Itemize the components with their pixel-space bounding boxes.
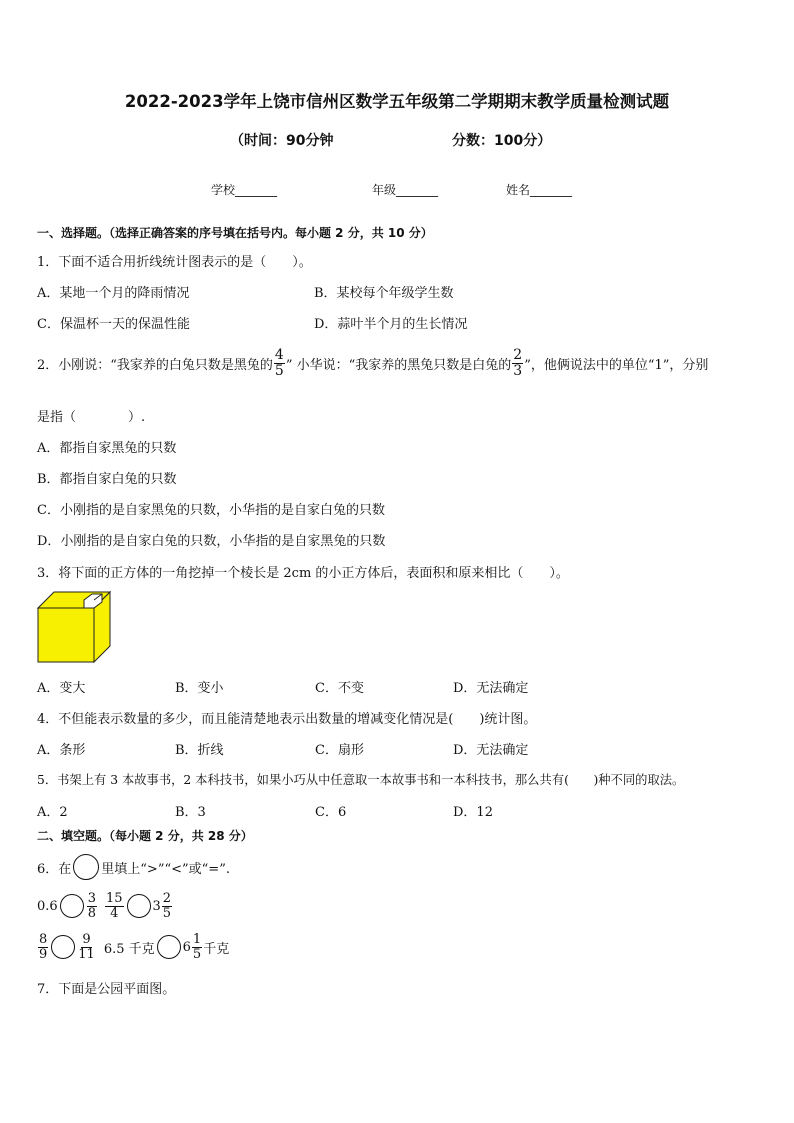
numerator: 8 bbox=[39, 932, 48, 947]
denominator: 5 bbox=[162, 905, 172, 921]
q6-r2-fraction-1 bbox=[38, 933, 48, 961]
q6-r2-fraction-3 bbox=[192, 933, 202, 961]
q6-row-1 bbox=[37, 892, 173, 920]
q2-stem bbox=[37, 348, 708, 378]
denominator: 9 bbox=[39, 946, 48, 962]
school-field: 学校_______ bbox=[211, 183, 278, 197]
q2-text-2: ” 小华说：“我家养的黑兔只数是白兔的 bbox=[285, 357, 512, 373]
q7-stem: 7．下面是公园平面图。 bbox=[37, 982, 176, 997]
q5-option-c: C．6 bbox=[315, 805, 347, 820]
numerator: 15 bbox=[105, 891, 123, 906]
q3-stem: 3．将下面的正方体的一角挖掉一个棱长是 2cm 的小正方体后，表面积和原来相比（ ）。 bbox=[37, 566, 569, 581]
numerator: 9 bbox=[82, 932, 91, 947]
q5-stem: 5．书架上有 3 本故事书，2 本科技书，如果小巧从中任意取一本故事书和一本科技书，那么共有( )种不同的取法。 bbox=[37, 773, 685, 787]
q6-row-2 bbox=[37, 933, 229, 961]
q3-option-a: A．变大 bbox=[37, 681, 86, 696]
q2-fraction-2-numerator: 2 bbox=[513, 347, 523, 363]
q2-fraction-1-numerator: 4 bbox=[274, 347, 284, 363]
q2-option-d: D．小刚指的是自家白兔的只数，小华指的是自家黑兔的只数 bbox=[37, 534, 386, 549]
q2-option-b: B．都指自家白兔的只数 bbox=[37, 472, 177, 487]
q1-option-b: B．某校每个年级学生数 bbox=[314, 286, 454, 301]
q6-text-pre: 6．在 bbox=[37, 861, 72, 877]
denominator: 8 bbox=[87, 905, 96, 921]
q4-option-a: A．条形 bbox=[37, 743, 86, 758]
answer-circle-3[interactable] bbox=[51, 935, 75, 959]
q4-option-b: B．折线 bbox=[175, 743, 224, 758]
answer-circle-2[interactable] bbox=[127, 894, 151, 918]
cube-figure bbox=[36, 590, 112, 664]
exam-time: （时间：90分钟 bbox=[230, 133, 334, 149]
q6-stem bbox=[37, 854, 230, 880]
q1-option-a: A．某地一个月的降雨情况 bbox=[37, 286, 190, 301]
q6-r1-fraction-2 bbox=[105, 892, 124, 920]
q6-r2-unit: 千克 bbox=[203, 941, 230, 957]
q2-stem-line2: 是指（ ）. bbox=[37, 410, 146, 425]
exam-score: 分数：100分） bbox=[452, 133, 552, 149]
q2-fraction-2-denominator: 3 bbox=[513, 362, 523, 379]
page-title: 2022-2023学年上饶市信州区数学五年级第二学期期末教学质量检测试题 bbox=[124, 92, 670, 111]
q2-fraction-1-denominator: 5 bbox=[274, 362, 284, 379]
numerator: 3 bbox=[87, 891, 96, 906]
grade-field: 年级_______ bbox=[372, 183, 439, 197]
numerator: 1 bbox=[192, 932, 202, 947]
name-field: 姓名_______ bbox=[506, 183, 573, 197]
q3-option-c: C．不变 bbox=[315, 681, 364, 696]
q2-option-a: A．都指自家黑兔的只数 bbox=[37, 441, 177, 456]
q5-option-b: B．3 bbox=[175, 805, 206, 820]
answer-circle-1[interactable] bbox=[60, 894, 84, 918]
q4-stem: 4．不但能表示数量的多少，而且能清楚地表示出数量的增减变化情况是( )统计图。 bbox=[37, 712, 537, 727]
q2-fraction-1 bbox=[274, 348, 285, 378]
denominator: 5 bbox=[192, 946, 202, 962]
q6-r1-decimal: 0.6 bbox=[37, 898, 58, 914]
q1-stem: 1．下面不适合用折线统计图表示的是（ ）。 bbox=[37, 255, 312, 270]
denominator: 4 bbox=[110, 905, 119, 921]
q5-option-a: A．2 bbox=[37, 805, 68, 820]
q4-option-d: D．无法确定 bbox=[453, 743, 529, 758]
q5-option-d: D．12 bbox=[453, 805, 493, 820]
answer-circle-4[interactable] bbox=[157, 935, 181, 959]
q6-r1-fraction-1 bbox=[87, 892, 97, 920]
q6-text-post: 里填上“>”“<”或“=”. bbox=[101, 861, 230, 877]
q3-option-d: D．无法确定 bbox=[453, 681, 529, 696]
q2-text-1: 2．小刚说：“我家养的白兔只数是黑兔的 bbox=[37, 357, 273, 373]
cube-front-face bbox=[38, 608, 94, 662]
numerator: 2 bbox=[162, 891, 172, 906]
section1-heading: 一、选择题。（选择正确答案的序号填在括号内。每小题 2 分，共 10 分） bbox=[37, 226, 433, 240]
q2-text-3: ”，他俩说法中的单位“1”，分别 bbox=[524, 357, 709, 373]
compare-circle-icon bbox=[73, 854, 99, 880]
q6-r1-whole: 3 bbox=[152, 898, 161, 914]
q6-r2-whole: 6 bbox=[182, 939, 191, 955]
q1-option-c: C．保温杯一天的保温性能 bbox=[37, 317, 190, 332]
q1-option-d: D．蒜叶半个月的生长情况 bbox=[314, 317, 468, 332]
q6-r2-fraction-2 bbox=[78, 933, 95, 961]
q4-option-c: C．扇形 bbox=[315, 743, 364, 758]
q6-r1-fraction-3 bbox=[162, 892, 172, 920]
section2-heading: 二、填空题。（每小题 2 分，共 28 分） bbox=[37, 829, 253, 843]
q6-r2-weight: 6.5 千克 bbox=[103, 941, 155, 957]
q3-option-b: B．变小 bbox=[175, 681, 224, 696]
q2-option-c: C．小刚指的是自家黑兔的只数，小华指的是自家白兔的只数 bbox=[37, 503, 385, 518]
denominator: 11 bbox=[78, 946, 95, 962]
q2-fraction-2 bbox=[512, 348, 523, 378]
